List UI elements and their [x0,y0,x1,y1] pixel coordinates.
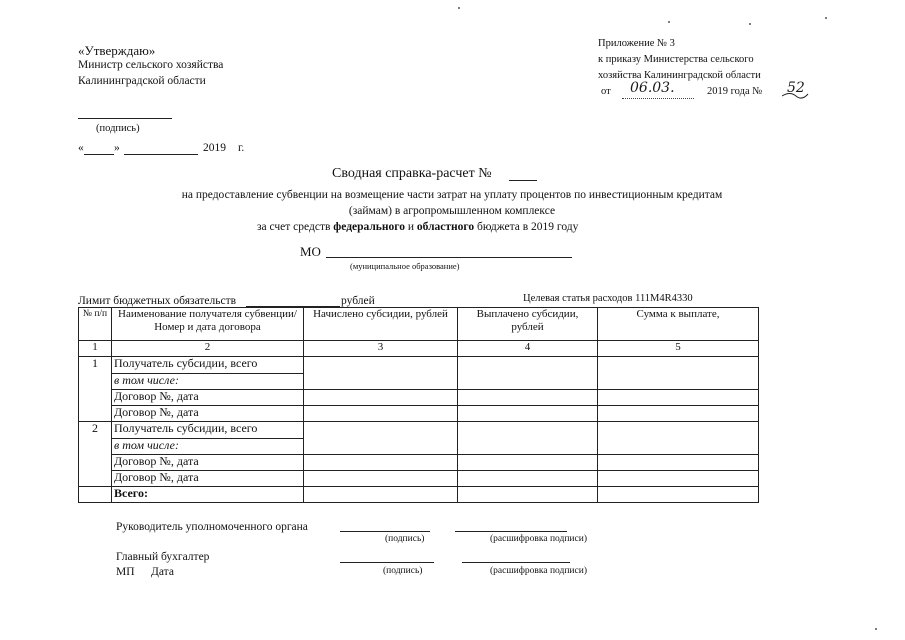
mo-line [326,257,572,258]
cell-to-pay [598,390,759,406]
row-text: в том числе: [112,374,304,390]
cell-to-pay [598,487,759,503]
cell-accrued [304,422,458,455]
scan-speck [668,21,670,23]
approval-day-line [84,154,114,155]
appendix-line2: к приказу Министерства сельского [598,54,754,65]
appendix-line3: хозяйства Калининградской области [598,70,761,81]
table-total-row [79,487,759,503]
mo-label: МО [300,244,321,259]
header-to-pay: Сумма к выплате, [598,308,759,341]
cell-to-pay [598,471,759,487]
header-recipient: Наименование получателя субвенции/ Номер и дата договора [112,308,304,341]
cell-to-pay [598,455,759,471]
table-row [79,422,759,439]
table-row [79,455,759,471]
cell-paid [458,406,598,422]
title-number-line [509,180,537,181]
colnum-3: 3 [304,341,458,357]
cell-accrued [304,487,458,503]
calculation-table [78,307,759,503]
colnum-2: 2 [112,341,304,357]
table-row [79,357,759,374]
scan-speck [825,17,827,19]
colnum-1: 1 [79,341,112,357]
accountant-sign-caption: (подпись) [383,566,423,576]
cell-paid [458,422,598,455]
mp-label: МП [116,566,135,578]
row-text: Договор №, дата [112,390,304,406]
approval-header: «Утверждаю» [78,43,156,58]
approval-month-line [124,154,198,155]
cell-accrued [304,455,458,471]
approval-date-close: » [114,142,120,154]
appendix-line1: Приложение № 3 [598,38,675,49]
total-num-cell [79,487,112,503]
approval-year: 2019 [203,142,226,154]
cell-paid [458,357,598,390]
approval-date-open: « [78,142,84,154]
scan-speck [875,628,877,630]
approval-signature-caption: (подпись) [96,123,140,134]
title-line3: (займам) в агропромышленном комплексе [348,205,556,217]
table-row [79,390,759,406]
limits-label: Лимит бюджетных обязательств [78,295,237,307]
date-label: Дата [151,566,174,578]
head-sign-caption: (подпись) [385,534,425,544]
row-text: Получатель субсидии, всего [112,357,304,374]
colnum-4: 4 [458,341,598,357]
head-decode-line [455,531,567,532]
handwritten-underline-scribble [780,88,810,100]
header-num: № п/п [79,308,112,341]
row-text: в том числе: [112,439,304,455]
row-text: Договор №, дата [112,455,304,471]
cell-to-pay [598,422,759,455]
accountant-sign-line [340,562,434,563]
row-text: Договор №, дата [112,471,304,487]
table-header-row [79,308,759,341]
row-text: Договор №, дата [112,406,304,422]
head-label: Руководитель уполномоченного органа [116,521,308,533]
total-label: Всего: [112,487,304,503]
accountant-label: Главный бухгалтер [116,551,210,563]
cell-paid [458,487,598,503]
header-paid: Выплачено субсидии, рублей [458,308,598,341]
head-sign-line [340,531,430,532]
row-number: 1 [79,357,112,422]
appendix-from-label: от [601,86,611,97]
head-decode-caption: (расшифровка подписи) [490,534,587,544]
row-number: 2 [79,422,112,487]
appendix-handwritten-number: 52 [787,80,805,96]
cell-accrued [304,406,458,422]
target-article: Целевая статья расходов 111М4R4330 [523,293,693,304]
mo-caption: (муниципальное образование) [350,261,460,271]
scan-speck [749,23,751,25]
title-line2: на предоставление субвенции на возмещение части затрат на уплату процентов по инвестиционным кредитам [181,189,723,201]
cell-accrued [304,471,458,487]
scan-speck [458,7,460,9]
appendix-year-label: 2019 года № [707,86,763,97]
appendix-date-line [622,98,694,99]
approval-line2: Калининградской области [78,75,206,87]
cell-to-pay [598,357,759,390]
cell-accrued [304,357,458,390]
accountant-decode-caption: (расшифровка подписи) [490,566,587,576]
table-row [79,406,759,422]
title-line4: за счет средств федерального и областного бюджета в 2019 году [257,221,579,233]
approval-line1: Министр сельского хозяйства [78,59,224,71]
cell-paid [458,471,598,487]
approval-signature-line [78,118,172,119]
table-colnum-row [79,341,759,357]
table-row [79,471,759,487]
appendix-handwritten-date: 06.03. [630,80,675,96]
limits-unit: рублей [341,295,375,307]
document-title: Сводная справка-расчет № [332,166,492,181]
header-accrued: Начислено субсидии, рублей [304,308,458,341]
cell-paid [458,390,598,406]
row-text: Получатель субсидии, всего [112,422,304,439]
cell-accrued [304,390,458,406]
accountant-decode-line [462,562,570,563]
cell-to-pay [598,406,759,422]
approval-year-suffix: г. [238,142,245,154]
colnum-5: 5 [598,341,759,357]
cell-paid [458,455,598,471]
